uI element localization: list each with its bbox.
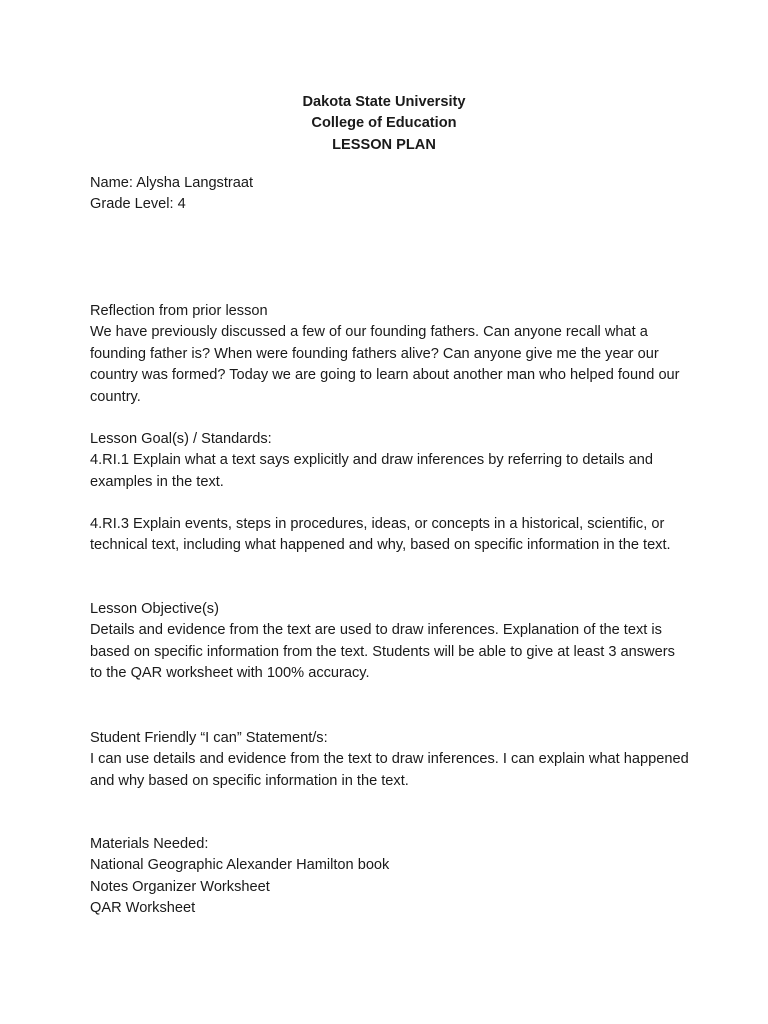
materials-heading: Materials Needed: (90, 836, 209, 852)
grade-line: Grade Level: 4 (90, 196, 186, 213)
reflection-heading: Reflection from prior lesson (90, 303, 268, 319)
materials-item: Notes Organizer Worksheet (90, 878, 270, 895)
objectives-body: Details and evidence from the text are used to draw inferences. Explanation of the text is based on specific information from the text. Students will be able to give at least 3 answers to the QAR worksheet with 100% accuracy. (90, 622, 675, 682)
reflection-section (90, 301, 690, 408)
materials-section (90, 834, 690, 920)
standard-1: 4.RI.1 Explain what a text says explicitly and draw inferences by referring to details and examples in the text. (90, 452, 653, 490)
student-info (90, 173, 690, 216)
reflection-body: We have previously discussed a few of our founding fathers. Can anyone recall what a founding father is? When were founding fathers alive? Can anyone give me the year our country was formed? Today we are going to learn about another man who helped found our country. (90, 324, 680, 405)
document-type: LESSON PLAN (332, 136, 436, 153)
i-can-section (90, 728, 690, 792)
materials-item: National Geographic Alexander Hamilton book (90, 857, 390, 874)
materials-item: QAR Worksheet (90, 900, 196, 917)
college-name: College of Education (311, 115, 457, 132)
i-can-heading: Student Friendly “I can” Statement/s: (90, 730, 328, 746)
goals-section (90, 429, 690, 493)
objectives-heading: Lesson Objective(s) (90, 601, 219, 617)
i-can-body: I can use details and evidence from the text to draw inferences. I can explain what happened and why based on specific information in the text. (90, 751, 689, 789)
goals-heading: Lesson Goal(s) / Standards: (90, 431, 272, 447)
objectives-section (90, 599, 690, 685)
standard-2-section (90, 514, 690, 557)
name-line: Name: Alysha Langstraat (90, 175, 254, 191)
university-name: Dakota State University (302, 94, 466, 110)
standard-2: 4.RI.3 Explain events, steps in procedures, ideas, or concepts in a historical, scientific, or technical text, including what happened and why, based on specific information in the text. (90, 516, 671, 554)
document-header (0, 92, 768, 156)
